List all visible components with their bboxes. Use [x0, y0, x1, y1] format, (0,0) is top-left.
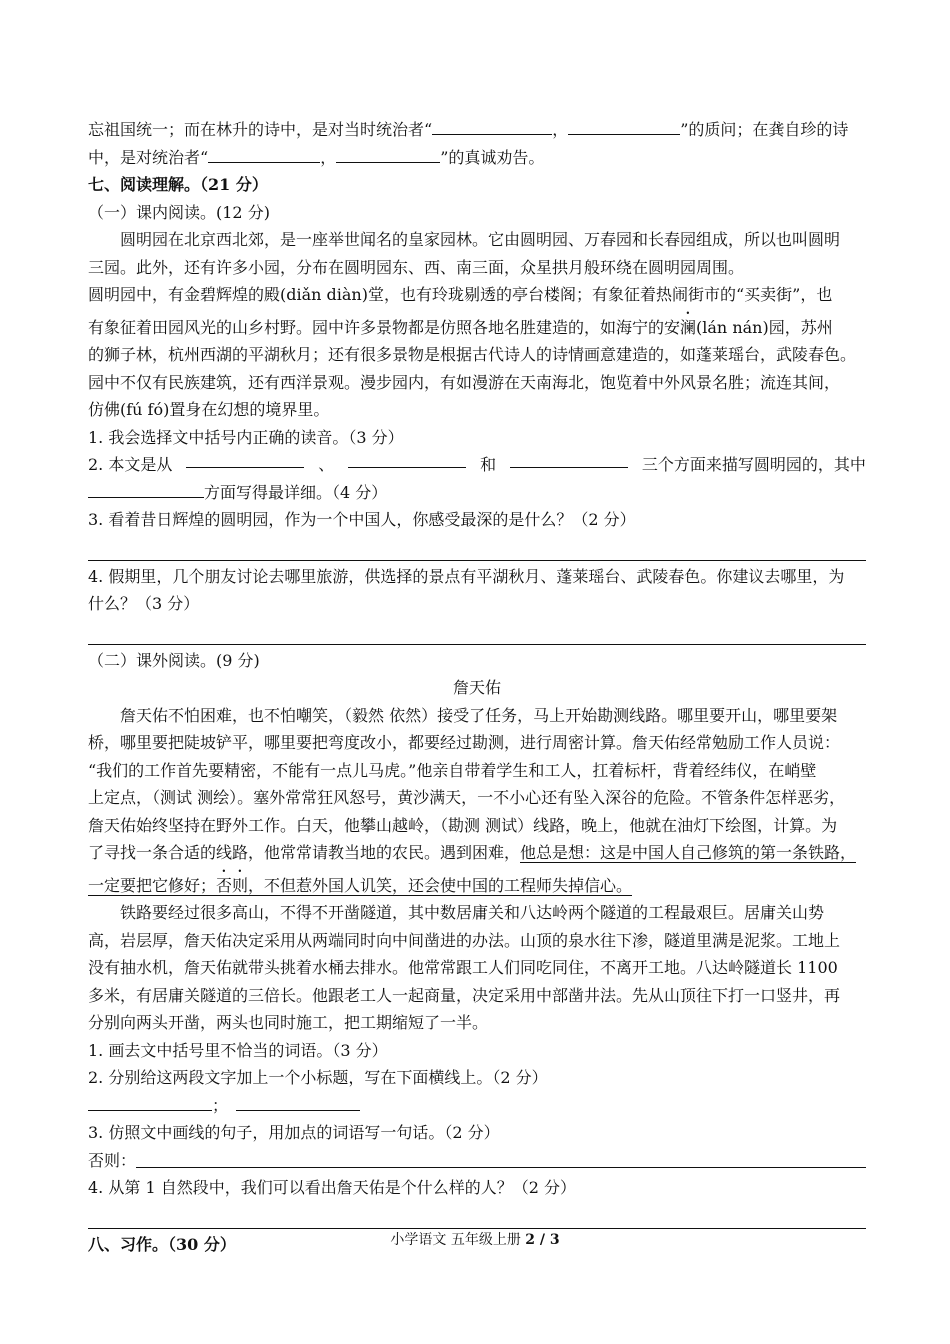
- passage-2-line: [88, 867, 866, 900]
- text: 三个方面来描写圆明园的，其中: [641, 455, 866, 474]
- passage-1-line: 三园。此外，还有许多小园，分布在圆明园东、西、南三面，众星拱月般环绕在圆明园周围。: [88, 257, 745, 277]
- passage-2-line: 没有抽水机，詹天佑就带头挑着水桶去排水。他常常跟工人们同吃同住，不离开工地。八达岭隧道长 1100: [88, 958, 838, 977]
- text: 中，是对统治者“: [88, 147, 209, 167]
- answer-line[interactable]: [88, 618, 866, 645]
- answer-blank[interactable]: [236, 1094, 360, 1111]
- page-number: 2 / 3: [525, 1232, 560, 1248]
- question-3-answer: [88, 1147, 866, 1175]
- text: 了寻找一条合适的线路，他常常请教当地的农民。遇到困难，: [88, 843, 521, 862]
- passage-1-line: 的狮子林，杭州西湖的平湖秋月；还有很多景物是根据古代诗人的诗情画意建造的，如蓬莱瑶台，武陵春色。: [88, 345, 857, 364]
- text: ，: [320, 147, 337, 167]
- text: 方面写得最详细。（4 分）: [204, 482, 388, 502]
- text: 有象征着田园风光的山乡村野。园中许多景物都是仿照各地名胜建造的，如海宁的安: [88, 317, 681, 337]
- answer-blank[interactable]: [208, 146, 320, 163]
- passage-2-line: 铁路要经过很多高山，不得不开凿隧道，其中数居庸关和八达岭两个隧道的工程最艰巨。居庸关山势: [120, 903, 825, 922]
- underlined-sentence: 一定要把它修好；: [88, 875, 217, 895]
- question-2-cont: [88, 479, 866, 507]
- question-4-cont: 什么？（3 分）: [88, 594, 200, 613]
- question-3: 3. 看着昔日辉煌的圆明园，作为一个中国人，你感受最深的是什么？（2 分）: [88, 510, 636, 529]
- passage-1-line: 仿佛(fú fó)置身在幻想的境界里。: [88, 400, 330, 419]
- underlined-sentence: 他总是想：这是中国人自己修筑的第一条铁路，: [520, 843, 857, 862]
- part-2-title: （二）课外阅读。(9 分): [88, 650, 260, 670]
- text: 否则：: [88, 1150, 137, 1170]
- footer-text: 小学语文 五年级上册: [390, 1232, 526, 1248]
- answer-line[interactable]: [136, 1147, 866, 1168]
- answer-line[interactable]: [88, 1202, 866, 1229]
- answer-blank[interactable]: [568, 118, 680, 135]
- answer-line[interactable]: [88, 534, 866, 561]
- passage-2-line: 分别向两头开凿，两头也同时施工，把工期缩短了一半。: [88, 1013, 489, 1032]
- section-8-title: 八、习作。（30 分）: [88, 1234, 236, 1254]
- question-4: 4. 从第 1 自然段中，我们可以看出詹天佑是个什么样的人？（2 分）: [88, 1178, 576, 1197]
- answer-blank[interactable]: [432, 118, 552, 135]
- underlined-sentence: ，不但惹外国人讥笑，还会使中国的工程师失掉信心。: [248, 875, 633, 895]
- text: 、: [318, 455, 335, 474]
- text: 和: [480, 455, 497, 474]
- poem-line-2: [88, 144, 866, 172]
- question-1: 1. 我会选择文中括号内正确的读音。（3 分）: [88, 427, 404, 447]
- question-4: 4. 假期里，几个朋友讨论去哪里旅游，供选择的景点有平湖秋月、蓬莱瑶台、武陵春色。你建议去哪里，为: [88, 566, 845, 586]
- question-2: 2. 分别给这两段文字加上一个小标题，写在下面横线上。（2 分）: [88, 1068, 548, 1087]
- story-title: 詹天佑: [452, 678, 501, 697]
- answer-blank[interactable]: [348, 451, 466, 468]
- answer-blank[interactable]: [88, 481, 204, 498]
- text: ；: [212, 1095, 229, 1115]
- text: (lán nán)园，苏州: [696, 317, 833, 337]
- question-3: 3. 仿照文中画线的句子，用加点的词语写一句话。（2 分）: [88, 1123, 500, 1142]
- question-2: [88, 451, 866, 479]
- question-2-blanks: [88, 1092, 866, 1120]
- text: ，: [552, 120, 569, 139]
- passage-2-line: 高，岩层厚，詹天佑决定采用从两端同时向中间凿进的办法。山顶的泉水往下渗，隧道里满是泥浆。工地上: [88, 930, 841, 950]
- dotted-char: 澜: [680, 317, 697, 337]
- dotted-word: 否则: [216, 875, 249, 895]
- passage-2-line: “我们的工作首先要精密，不能有一点儿马虎。”他亲自带着学生和工人，扛着标杆，背着经纬仪，在峭壁: [88, 760, 817, 780]
- answer-blank[interactable]: [336, 146, 440, 163]
- passage-1-line: 圆明园在北京西北郊，是一座举世闻名的皇家园林。它由圆明园、万春园和长春园组成，所以也叫圆明: [120, 230, 841, 249]
- text: 忘祖国统一；而在林升的诗中，是对当时统治者“: [88, 120, 433, 139]
- passage-2-line: 詹天佑不怕困难，也不怕嘲笑，（毅然 依然）接受了任务，马上开始勘测线路。哪里要开山，哪里要架: [120, 705, 838, 725]
- part-1-title: （一）课内阅读。(12 分): [88, 202, 270, 222]
- text: ”的质问；在龚自珍的诗: [680, 120, 849, 139]
- passage-2-line: [88, 839, 866, 867]
- passage-2-line: 多米，有居庸关隧道的三倍长。他跟老工人一起商量，决定采用中部凿井法。先从山顶往下打一口竖井，再: [88, 985, 841, 1005]
- passage-2-line: 詹天佑始终坚持在野外工作。白天，他攀山越岭，（勘测 测试）线路，晚上，他就在油灯下绘图，计算。为: [88, 815, 838, 835]
- question-1: 1. 画去文中括号里不恰当的词语。（3 分）: [88, 1040, 388, 1060]
- passage-2-line: 桥，哪里要把陡坡铲平，哪里要把弯度改小，都要经过勘测，进行周密计算。詹天佑经常勉励工作人员说：: [88, 733, 841, 752]
- answer-blank[interactable]: [88, 1094, 212, 1111]
- passage-1-line: 圆明园中，有金碧辉煌的殿(diǎn diàn)堂，也有玲珑剔透的亭台楼阁；有象征着热闹街市的“买卖街”，也: [88, 285, 833, 304]
- answer-blank[interactable]: [186, 451, 304, 468]
- exam-page: [88, 116, 866, 1258]
- text: 2. 本文是从: [88, 455, 173, 474]
- passage-1-line: 园中不仅有民族建筑，还有西洋景观。漫步园内，有如漫游在天南海北，饱览着中外风景名胜；流连其间，: [88, 372, 841, 392]
- passage-2-line: 上定点，（测试 测绘）。塞外常常狂风怒号，黄沙满天，一不小心还有坠入深谷的危险。不管条件怎样恶劣，: [88, 788, 846, 807]
- section-7-title: 七、阅读理解。（21 分）: [88, 175, 268, 194]
- answer-blank[interactable]: [510, 451, 628, 468]
- text: ”的真诚劝告。: [440, 147, 545, 167]
- poem-line-1: [88, 116, 866, 144]
- page-footer: [0, 1229, 950, 1249]
- passage-1-line: [88, 309, 866, 342]
